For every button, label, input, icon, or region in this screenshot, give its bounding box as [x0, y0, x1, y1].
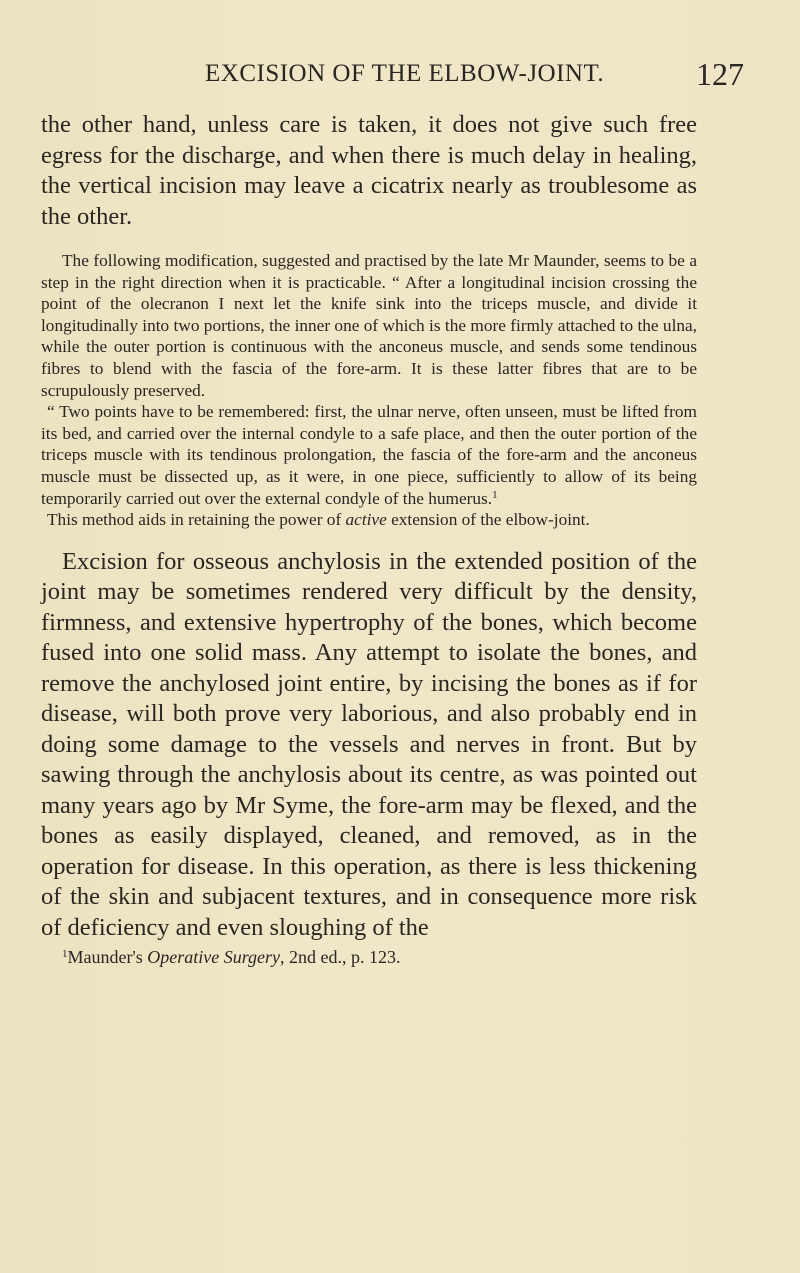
footnote-edition: , 2nd ed., p. 123. [280, 947, 401, 968]
footnote-book-title: Operative Surgery [147, 947, 281, 968]
quoted-paragraph-two-points-text: “ Two points have to be remembered: first, the ulnar nerve, often unseen, must be lifted from its bed, and carried over the internal condyle to a safe place, and then the outer portion of the triceps muscle with its tendinous prolongation, the fascia of the fore-arm and the anconeus muscle must be dissected up, as it were, in one piece, sufficiently to allow of its being temporarily carried out over the external condyle of the humerus. [41, 402, 697, 508]
method-text-start: This method aids in retaining the power of [47, 510, 346, 530]
method-emphasis: active [345, 510, 387, 530]
page-number: 127 [696, 56, 744, 92]
quoted-paragraph-method [41, 509, 697, 531]
running-head [40, 56, 744, 94]
footnote-mark: 1 [62, 948, 68, 961]
footnote-reference: 1 [492, 488, 498, 501]
footnote-author: Maunder's [67, 947, 148, 968]
paragraph-osseous-anchylosis: Excision for osseous anchylosis in the extended position of the joint may be sometimes rendered very difficult by the density, firmness, and extensive hypertrophy of the bones, which become fused into one solid mass. Any attempt to isolate the bones, and remove the anchylosed joint entire, by incising the bones as if for disease, will both prove very laborious, and also probably end in doing some damage to the vessels and nerves in front. But by sawing through the anchylosis about its centre, as was pointed out many years ago by Mr Syme, the fore-arm may be flexed, and the bones as easily displayed, cleaned, and removed, as in the operation for disease. In this operation, as there is less thickening of the skin and subjacent textures, and in consequence more risk of deficiency and even sloughing of the [41, 547, 697, 941]
quoted-paragraph-two-points [41, 401, 697, 509]
running-title: EXCISION OF THE ELBOW-JOINT. [205, 60, 605, 87]
paragraph-continuation: the other hand, unless care is taken, it does not give such free egress for the discharge, and when there is much delay in healing, the vertical incision may leave a cicatrix nearly as troublesome as the other. [41, 111, 697, 230]
quoted-paragraph-modification: The following modification, suggested and practised by the late Mr Maunder, seems to be a step in the right direction when it is practicable. “ After a longitudinal incision crossing the point of the olecranon I next let the knife sink into the triceps muscle, and divide it longitudinally into two portions, the inner one of which is the more firmly attached to the ulna, while the outer portion is continuous with the anconeus muscle, and sends some tendinous fibres to blend with the fascia of the fore-arm. It is these latter fibres that are to be scrupulously preserved. [41, 251, 697, 400]
method-text-end: extension of the elbow-joint. [386, 510, 590, 530]
page-body [41, 110, 697, 968]
footnote [41, 946, 697, 968]
